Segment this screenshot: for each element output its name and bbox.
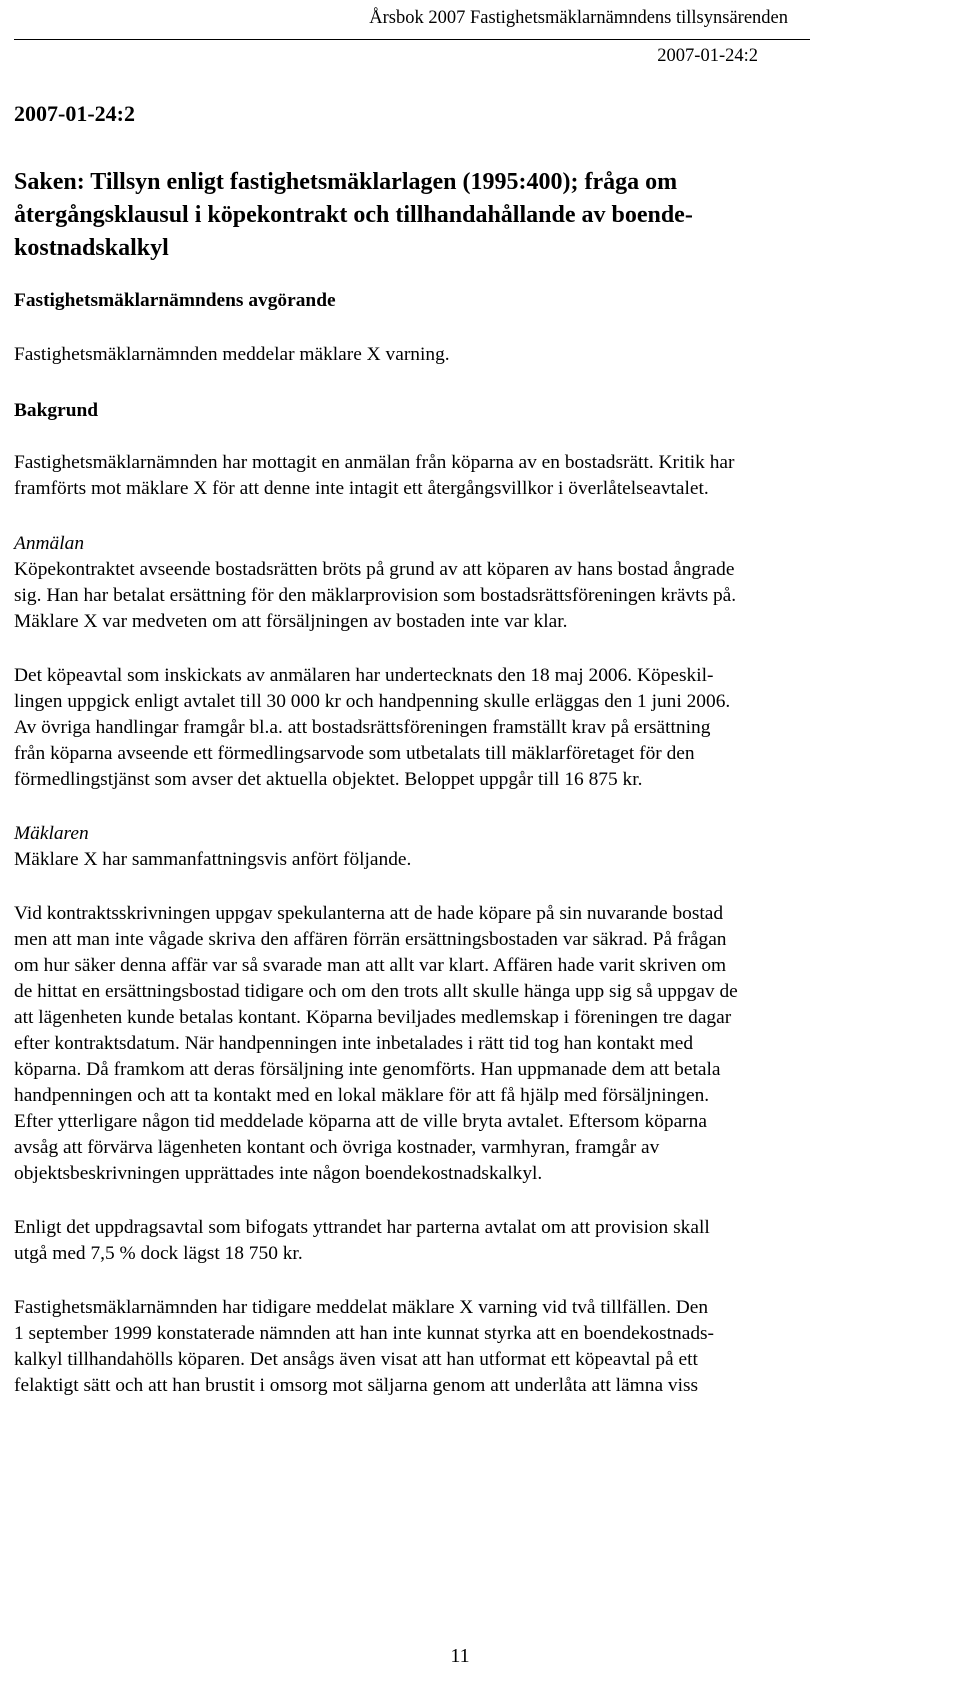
board-p-line-2: 1 september 1999 konstaterade nämnden att han inte kunnat styrka att en boendekostnads- <box>14 1323 715 1344</box>
board-p-line-1: Fastighetsmäklarnämnden har tidigare meddelat mäklare X varning vid två tillfällen. Den <box>14 1297 709 1318</box>
broker-p1-line-11: objektsbeskrivningen upprättades inte någon boendekostnadskalkyl. <box>14 1163 543 1184</box>
decision-heading: Fastighetsmäklarnämndens avgörande <box>14 290 336 311</box>
broker-p1-line-10: avsåg att förvärva lägenheten kontant och övriga kostnader, varmhyran, framgår av <box>14 1137 660 1158</box>
background-heading: Bakgrund <box>14 400 99 421</box>
broker-p1-line-7: köparna. Då framkom att deras försäljning inte genomförts. Han uppmanade dem att betala <box>14 1059 721 1080</box>
case-number: 2007-01-24:2 <box>14 101 135 126</box>
broker-p1-line-3: om hur säker denna affär var så svarade man att allt var klart. Affären hade varit skriven om <box>14 955 727 976</box>
subject-line-1: Saken: Tillsyn enligt fastighetsmäklarlagen (1995:400); fråga om <box>14 169 678 195</box>
complaint-p2-line-3: Av övriga handlingar framgår bl.a. att bostadsrättsföreningen framställt krav på ersättning <box>14 717 711 738</box>
broker-p1-line-4: de hittat en ersättningsbostad tidigare och om den trots allt skulle hänga upp sig så uppgav de <box>14 981 738 1002</box>
header-case-ref: 2007-01-24:2 <box>657 46 758 66</box>
complaint-p1-line-1: Köpekontraktet avseende bostadsrätten bröts på grund av att köparen av hans bostad ångrade <box>14 559 735 580</box>
broker-heading: Mäklaren <box>14 823 89 844</box>
broker-p1-line-5: att lägenheten kunde betalas kontant. Köparna beviljades medlemskap i föreningen tre dagar <box>14 1007 732 1028</box>
broker-p1-line-2: men att man inte vågade skriva den affären förrän ersättningsbostaden var säkrad. På frågan <box>14 929 727 950</box>
complaint-p2-line-4: från köparna avseende ett förmedlingsarvode som utbetalats till mäklarföretaget för den <box>14 743 695 764</box>
broker-p2-line-1: Enligt det uppdragsavtal som bifogats yttrandet har parterna avtalat om att provision skall <box>14 1217 710 1238</box>
broker-p2-line-2: utgå med 7,5 % dock lägst 18 750 kr. <box>14 1243 303 1264</box>
subject-line-2: återgångsklausul i köpekontrakt och tillhandahållande av boende- <box>14 202 693 228</box>
broker-p1-line-9: Efter ytterligare någon tid meddelade köparna att de ville bryta avtalet. Eftersom köparna <box>14 1111 707 1132</box>
complaint-heading: Anmälan <box>14 533 85 554</box>
complaint-p2-line-5: förmedlingstjänst som avser det aktuella objektet. Beloppet uppgår till 16 875 kr. <box>14 769 643 790</box>
complaint-p2-line-1: Det köpeavtal som inskickats av anmälaren har undertecknats den 18 maj 2006. Köpeskil- <box>14 665 714 686</box>
complaint-p1-line-3: Mäklare X var medveten om att försäljningen av bostaden inte var klar. <box>14 611 568 632</box>
broker-p1-line-1: Vid kontraktsskrivningen uppgav spekulanterna att de hade köpare på sin nuvarande bostad <box>14 903 724 924</box>
subject-line-3: kostnadskalkyl <box>14 235 169 261</box>
broker-p1-line-8: handpenningen och att ta kontakt med en lokal mäklare för att få hjälp med försäljningen. <box>14 1085 710 1106</box>
broker-p1-line-6: efter kontraktsdatum. När handpenningen inte inbetalades i rätt tid tog han kontakt med <box>14 1033 694 1054</box>
complaint-p2-line-2: lingen uppgick enligt avtalet till 30 000 kr och handpenning skulle erläggas den 1 juni 2006. <box>14 691 731 712</box>
background-line-1: Fastighetsmäklarnämnden har mottagit en anmälan från köparna av en bostadsrätt. Kritik har <box>14 452 735 473</box>
board-p-line-4: felaktigt sätt och att han brustit i omsorg mot säljarna genom att underlåta att lämna viss <box>14 1375 699 1396</box>
board-p-line-3: kalkyl tillhandahölls köparen. Det ansågs även visat att han utformat ett köpeavtal på ett <box>14 1349 698 1370</box>
running-title: Årsbok 2007 Fastighetsmäklarnämndens tillsynsärenden <box>369 8 788 28</box>
broker-intro: Mäklare X har sammanfattningsvis anfört följande. <box>14 849 412 870</box>
decision-text: Fastighetsmäklarnämnden meddelar mäklare X varning. <box>14 344 450 365</box>
background-line-2: framförts mot mäklare X för att denne inte intagit ett återgångsvillkor i överlåtelseavtalet. <box>14 478 709 499</box>
complaint-p1-line-2: sig. Han har betalat ersättning för den mäklarprovision som bostadsrättsföreningen krävts på. <box>14 585 737 606</box>
page-number: 11 <box>450 1645 470 1667</box>
header-rule <box>14 39 810 40</box>
